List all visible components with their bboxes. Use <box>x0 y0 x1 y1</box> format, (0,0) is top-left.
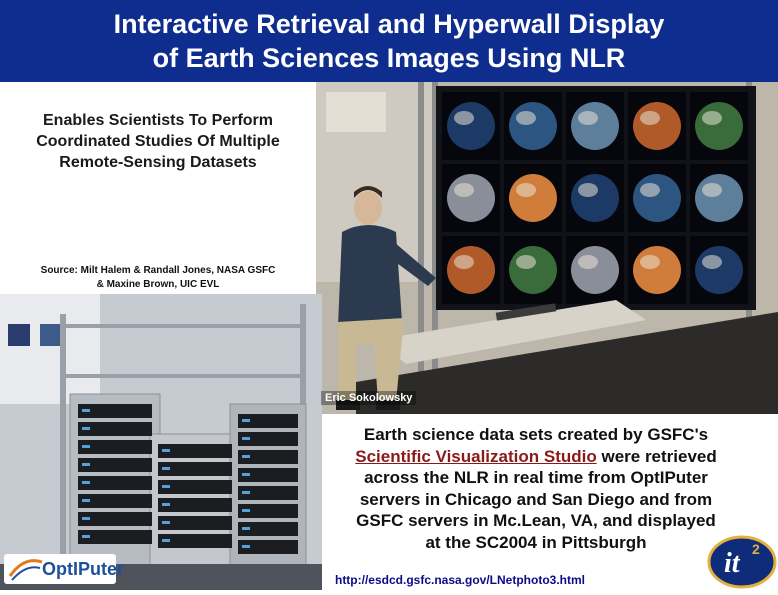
server-racks-photo <box>0 294 322 590</box>
hyperwall-photo <box>316 82 778 414</box>
title-line-1: Interactive Retrieval and Hyperwall Display <box>113 9 665 39</box>
source-line-2: & Maxine Brown, UIC EVL <box>96 279 220 290</box>
title-line-2: of Earth Sciences Images Using NLR <box>152 43 626 73</box>
intro-line-1: Enables Scientists To Perform <box>43 112 273 129</box>
intro-line-2: Coordinated Studies Of Multiple <box>36 133 280 150</box>
body-line-3: across the NLR in real time from OptIPuter <box>364 468 708 487</box>
body-line-2 <box>318 446 754 468</box>
source-line-1: Source: Milt Halem & Randall Jones, NASA GSFC <box>40 265 276 276</box>
scientific-visualization-studio-link[interactable]: Scientific Visualization Studio <box>355 446 597 466</box>
body-line-2-rest: were retrieved <box>596 446 717 466</box>
optiputer-logo-text: OptIPuter <box>42 559 125 579</box>
optiputer-logo <box>4 554 125 584</box>
source-url[interactable]: http://esdcd.gsfc.nasa.gov/LNetphoto3.html <box>334 573 585 587</box>
title-banner <box>0 0 778 82</box>
intro-line-3: Remote-Sensing Datasets <box>59 154 257 171</box>
optiputer-swoosh-icon <box>6 554 46 584</box>
source-credit <box>0 264 316 292</box>
photo-credit: Eric Sokolowsky <box>321 391 416 405</box>
body-line-1: Earth science data sets created by GSFC's <box>363 425 709 444</box>
intro-text <box>0 110 316 173</box>
it2-logo <box>704 528 778 590</box>
body-line-6: at the SC2004 in Pittsburgh <box>425 532 647 552</box>
it2-logo-text: it <box>724 548 740 579</box>
svg-text:2: 2 <box>752 541 760 557</box>
body-line-5: GSFC servers in Mc.Lean, VA, and displayed <box>356 511 716 530</box>
body-line-4: servers in Chicago and San Diego and from <box>359 489 713 509</box>
description-text <box>318 424 754 553</box>
